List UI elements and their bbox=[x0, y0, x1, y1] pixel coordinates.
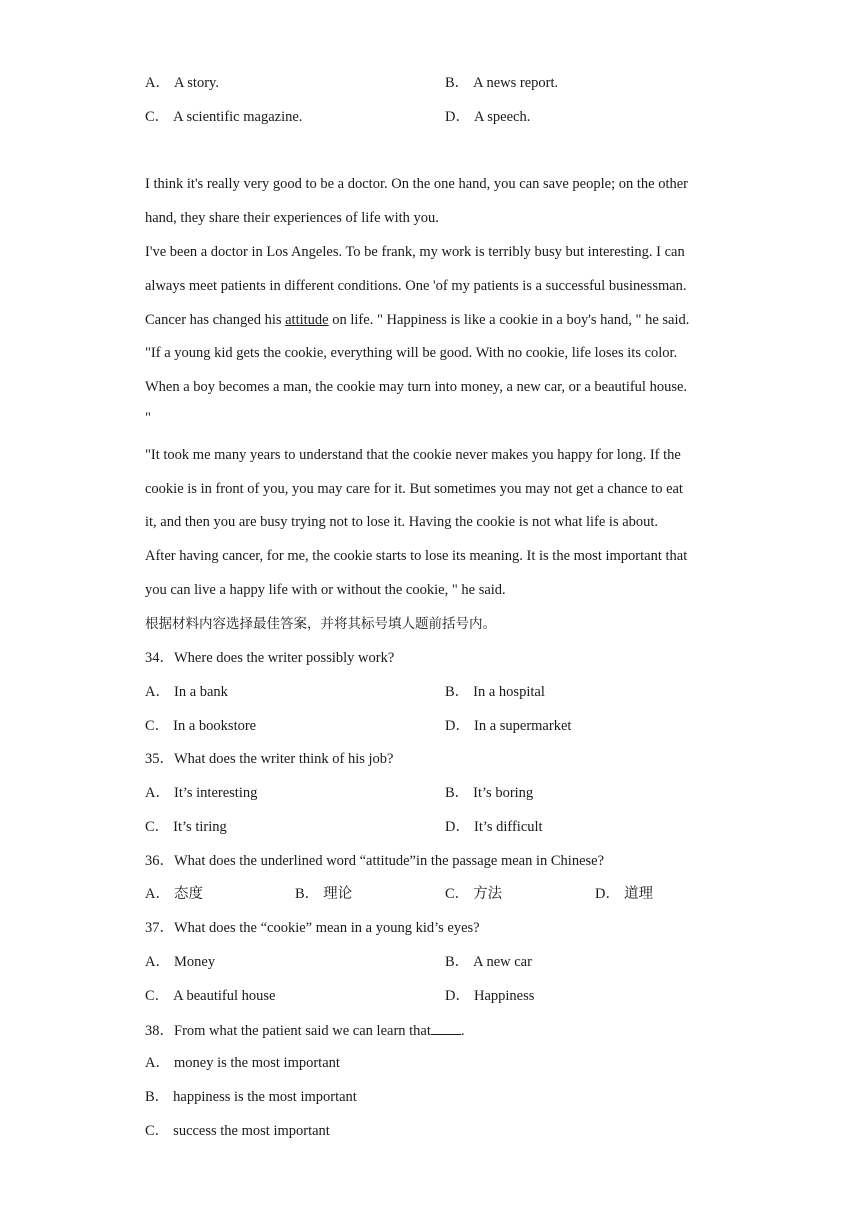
q34-options-row-1 bbox=[145, 682, 745, 702]
option-a[interactable]: A． It’s interesting bbox=[145, 785, 258, 801]
q35-options-row-1 bbox=[145, 783, 745, 803]
option-a[interactable]: A． 态度 bbox=[145, 886, 203, 902]
q35-options-row-2 bbox=[145, 817, 745, 837]
passage-line: After having cancer, for me, the cookie starts to lose its meaning. It is the most important that bbox=[145, 548, 688, 564]
option-b[interactable]: B． happiness is the most important bbox=[145, 1089, 357, 1105]
option-d[interactable]: D． It’s difficult bbox=[445, 819, 543, 835]
q37-options-row-2 bbox=[145, 986, 745, 1006]
option-d: D． A speech. bbox=[445, 109, 531, 125]
option-c[interactable]: C． It’s tiring bbox=[145, 819, 227, 835]
q37-options-row-1 bbox=[145, 952, 745, 972]
question-35: 35．What does the writer think of his job? bbox=[145, 751, 394, 767]
passage-line: "If a young kid gets the cookie, everything will be good. With no cookie, life loses its color. bbox=[145, 345, 678, 361]
passage-line: hand, they share their experiences of life with you. bbox=[145, 210, 439, 226]
prev-options-row-2 bbox=[145, 107, 745, 127]
passage-line: I've been a doctor in Los Angeles. To be frank, my work is terribly busy but interesting. I can bbox=[145, 244, 685, 260]
passage-line: Cancer has changed his attitude on life. " Happiness is like a cookie in a boy's hand, " he said. bbox=[145, 312, 690, 328]
option-c[interactable]: C． In a bookstore bbox=[145, 718, 257, 734]
option-b[interactable]: B． A new car bbox=[445, 954, 532, 970]
option-c[interactable]: C． A beautiful house bbox=[145, 988, 276, 1004]
passage-line: cookie is in front of you, you may care for it. But sometimes you may not get a chance to eat bbox=[145, 481, 683, 497]
passage-line: you can live a happy life with or without the cookie, " he said. bbox=[145, 582, 506, 598]
passage-line: I think it's really very good to be a doctor. On the one hand, you can save people; on the other bbox=[145, 176, 688, 192]
option-b: B． A news report. bbox=[445, 75, 559, 91]
option-d[interactable]: D． In a supermarket bbox=[445, 718, 572, 734]
question-37: 37．What does the “cookie” mean in a young kid’s eyes? bbox=[145, 920, 480, 936]
option-a[interactable]: A． money is the most important bbox=[145, 1055, 340, 1071]
q36-options-row bbox=[145, 884, 745, 904]
instruction: 根据材料内容选择最佳答案，并将其标号填人题前括号内。 bbox=[145, 616, 496, 632]
option-b[interactable]: B． 理论 bbox=[295, 886, 353, 902]
q34-options-row-2 bbox=[145, 716, 745, 736]
question-38: 38．From what the patient said we can learn that . bbox=[145, 1020, 465, 1041]
option-a[interactable]: A． In a bank bbox=[145, 684, 228, 700]
option-c[interactable]: C． success the most important bbox=[145, 1123, 330, 1139]
option-d[interactable]: D． Happiness bbox=[445, 988, 535, 1004]
option-c[interactable]: C． 方法 bbox=[445, 886, 503, 902]
prev-options-row-1 bbox=[145, 73, 745, 93]
passage-line: it, and then you are busy trying not to lose it. Having the cookie is not what life is about. bbox=[145, 514, 659, 530]
question-34: 34．Where does the writer possibly work? bbox=[145, 650, 395, 666]
option-a: A． A story. bbox=[145, 75, 219, 91]
question-36: 36．What does the underlined word “attitude”in the passage mean in Chinese? bbox=[145, 853, 605, 869]
passage-line: " bbox=[145, 410, 151, 426]
answer-blank bbox=[431, 1020, 461, 1035]
passage-line: When a boy becomes a man, the cookie may turn into money, a new car, or a beautiful house. bbox=[145, 379, 688, 395]
passage-line: always meet patients in different conditions. One 'of my patients is a successful businessman. bbox=[145, 278, 687, 294]
passage-line: "It took me many years to understand that the cookie never makes you happy for long. If the bbox=[145, 447, 681, 463]
option-c: C． A scientific magazine. bbox=[145, 109, 303, 125]
underlined-word: attitude bbox=[285, 312, 329, 328]
option-b[interactable]: B． In a hospital bbox=[445, 684, 545, 700]
option-b[interactable]: B． It’s boring bbox=[445, 785, 534, 801]
option-a[interactable]: A． Money bbox=[145, 954, 216, 970]
option-d[interactable]: D． 道理 bbox=[595, 886, 653, 902]
